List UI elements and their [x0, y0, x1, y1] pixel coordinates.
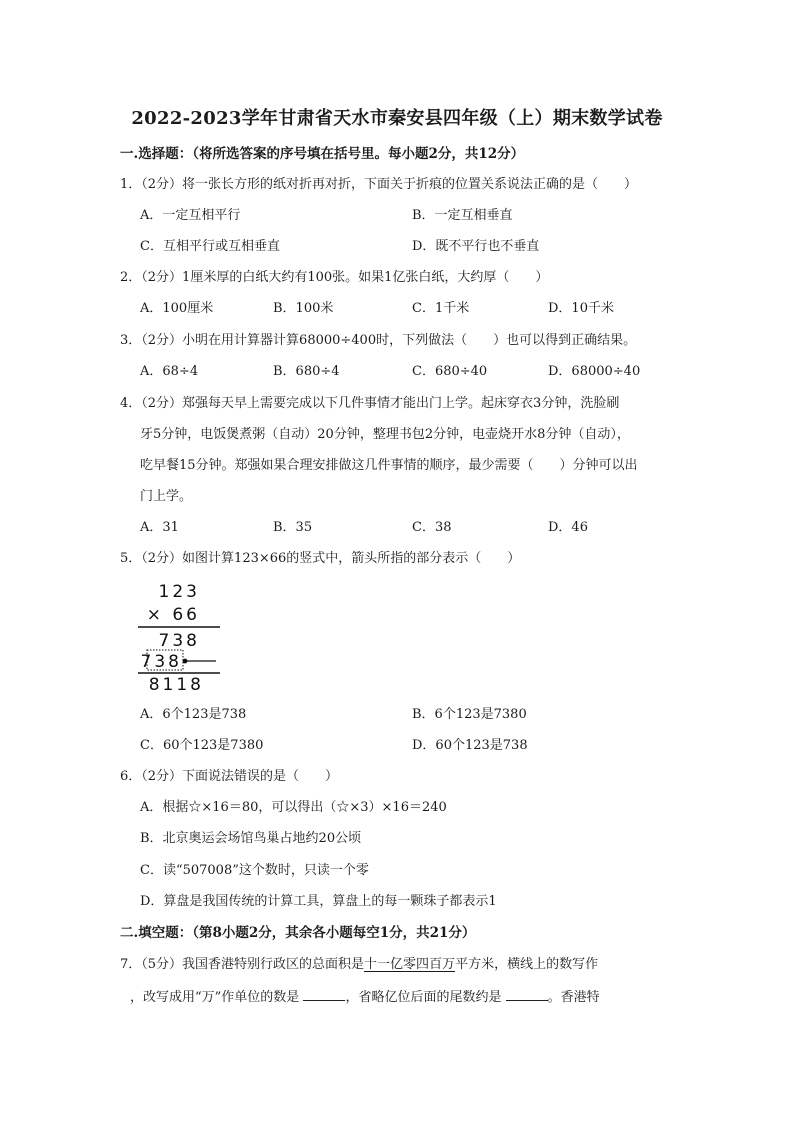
q6-option-a: A．根据☆×16＝80，可以得出（☆×3）×16＝240 [140, 800, 447, 815]
figure-row-product: 8118 [148, 675, 204, 694]
q2-option-b: B．100米 [273, 301, 334, 316]
q2-option-d: D．10千米 [548, 301, 614, 316]
q1-option-c: C．互相平行或互相垂直 [140, 239, 280, 254]
q2-option-c: C．1千米 [412, 301, 470, 316]
section-1-heading: 一.选择题：（将所选答案的序号填在括号里。每小题2分，共12分） [120, 146, 525, 162]
q4-option-c: C．38 [412, 520, 452, 535]
vertical-multiplication-figure [136, 578, 226, 694]
q5-option-c: C．60个123是7380 [140, 738, 264, 753]
q7-line2-part-c: 。香港特 [547, 990, 600, 1005]
question-4-line-1: 4．（2分）郑强每天早上需要完成以下几件事情才能出门上学。起床穿衣3分钟，洗脸刷 [120, 396, 620, 411]
q7-underlined-number: 十一亿零四百万 [364, 957, 456, 972]
figure-row-partial-1: 738 [158, 631, 200, 651]
question-4-line-3: 吃早餐15分钟。郑强如果合理安排做这几件事情的顺序，最少需要（ ）分钟可以出 [140, 458, 638, 473]
q7-prefix: 7．（5分）我国香港特别行政区的总面积是 [120, 957, 365, 972]
q5-option-d: D．60个123是738 [412, 738, 528, 753]
exam-title: 2022-2023学年甘肃省天水市秦安县四年级（上）期末数学试卷 [131, 108, 663, 129]
question-4-line-2: 牙5分钟，电饭煲煮粥（自动）20分钟，整理书包2分钟，电壶烧开水8分钟（自动）， [140, 427, 630, 442]
q3-option-b: B．680÷4 [273, 364, 340, 379]
q5-option-b: B．6个123是7380 [412, 707, 527, 722]
question-7-line-1 [120, 956, 598, 974]
q4-option-b: B．35 [273, 520, 313, 535]
question-2-stem: 2．（2分）1厘米厚的白纸大约有100张。如果1亿张白纸，大约厚（ ） [120, 270, 549, 285]
question-6-stem: 6．（2分）下面说法错误的是（ ） [120, 769, 339, 784]
q3-option-c: C．680÷40 [412, 364, 488, 379]
q7-blank-3[interactable] [506, 988, 548, 1001]
question-4-line-4: 门上学。 [140, 489, 193, 504]
question-7-line-2 [130, 988, 600, 1007]
q4-option-d: D．46 [548, 520, 588, 535]
q1-option-a: A．一定互相平行 [140, 208, 241, 223]
q1-option-b: B．一定互相垂直 [412, 208, 513, 223]
q3-option-d: D．68000÷40 [548, 364, 641, 379]
q7-line2-part-a: ，改写成用“万”作单位的数是 [130, 990, 300, 1005]
figure-row-partial-2: 738 [140, 652, 182, 672]
q6-option-b: B．北京奥运会场馆鸟巢占地约20公顷 [140, 831, 362, 846]
q4-option-a: A．31 [140, 520, 179, 535]
q7-line2-part-b: ，省略亿位后面的尾数约是 [345, 990, 502, 1005]
q7-suffix: 平方米，横线上的数写作 [455, 957, 599, 972]
question-1-stem: 1．（2分）将一张长方形的纸对折再对折，下面关于折痕的位置关系说法正确的是（ ） [120, 177, 638, 192]
section-2-heading: 二.填空题：（第8小题2分，其余各小题每空1分，共21分） [120, 925, 476, 941]
q2-option-a: A．100厘米 [140, 301, 214, 316]
q1-option-d: D．既不平行也不垂直 [412, 239, 540, 254]
q3-option-a: A．68÷4 [140, 364, 199, 379]
figure-row-multiplicand: 123 [158, 582, 200, 602]
q5-option-a: A．6个123是738 [140, 707, 247, 722]
figure-row-multiplier: × 66 [146, 605, 200, 625]
q7-blank-2[interactable] [303, 988, 345, 1001]
question-5-stem: 5．（2分）如图计算123×66的竖式中，箭头所指的部分表示（ ） [120, 551, 521, 566]
figure-arrow-head [183, 659, 188, 664]
question-3-stem: 3．（2分）小明在用计算器计算68000÷400时，下列做法（ ）也可以得到正确结果。 [120, 333, 637, 348]
q6-option-c: C．读“507008”这个数时，只读一个零 [140, 863, 369, 878]
q6-option-d: D．算盘是我国传统的计算工具，算盘上的每一颗珠子都表示1 [140, 894, 497, 909]
